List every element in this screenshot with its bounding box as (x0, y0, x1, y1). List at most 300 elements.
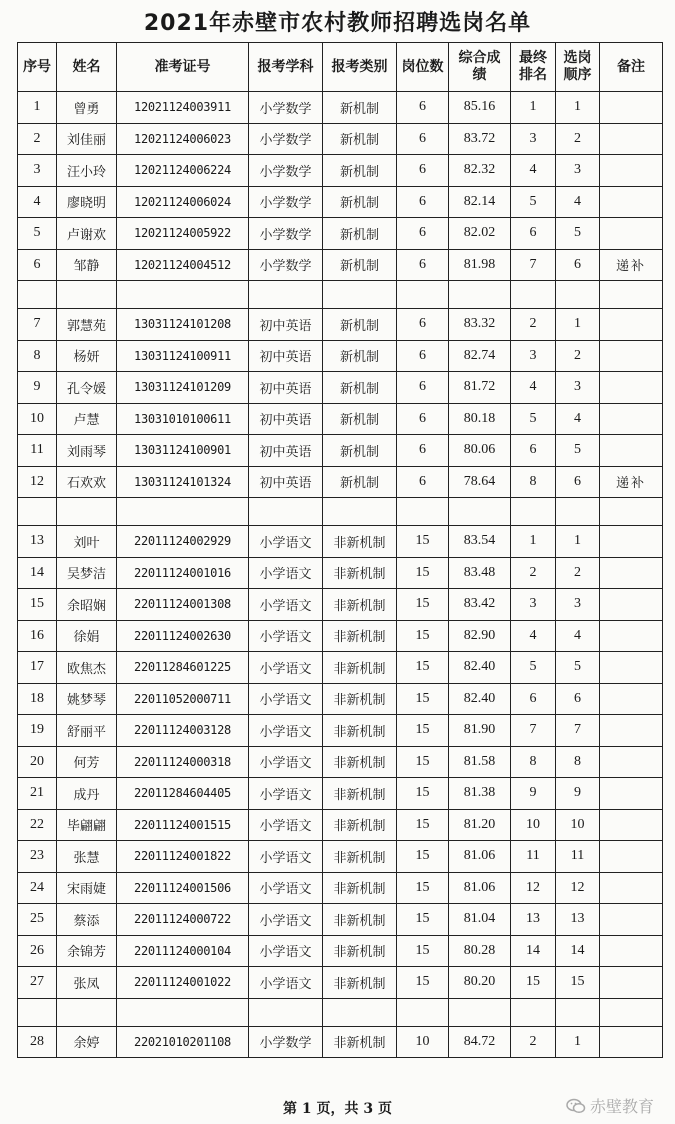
column-header-category: 报考类别 (323, 43, 397, 92)
roster-table (17, 42, 663, 1058)
table-row (18, 92, 663, 124)
cell-no: 22 (18, 809, 57, 841)
cell-id: 12021124006024 (117, 186, 249, 218)
cell-name: 卢谢欢 (57, 218, 117, 250)
cell-rank: 4 (511, 372, 556, 404)
cell-name: 张凤 (57, 967, 117, 999)
cell-score: 82.32 (449, 155, 511, 187)
cell-score: 83.42 (449, 589, 511, 621)
cell-rank: 5 (511, 652, 556, 684)
cell-subject: 小学语文 (249, 841, 323, 873)
table-row (18, 403, 663, 435)
blank-cell (18, 498, 57, 526)
cell-remark (600, 372, 663, 404)
cell-posts: 15 (397, 652, 449, 684)
cell-remark: 递补 (600, 466, 663, 498)
cell-score: 83.72 (449, 123, 511, 155)
cell-name: 郭慧苑 (57, 309, 117, 341)
cell-rank: 6 (511, 218, 556, 250)
blank-cell (117, 281, 249, 309)
cell-posts: 15 (397, 557, 449, 589)
cell-remark (600, 340, 663, 372)
table-row (18, 1026, 663, 1058)
table-row (18, 340, 663, 372)
cell-id: 12021124006224 (117, 155, 249, 187)
cell-category: 非新机制 (323, 715, 397, 747)
cell-remark (600, 403, 663, 435)
cell-remark (600, 904, 663, 936)
cell-posts: 15 (397, 620, 449, 652)
cell-rank: 3 (511, 340, 556, 372)
cell-remark (600, 620, 663, 652)
cell-score: 83.48 (449, 557, 511, 589)
cell-posts: 6 (397, 403, 449, 435)
column-header-remark: 备注 (600, 43, 663, 92)
cell-remark (600, 123, 663, 155)
column-header-no: 序号 (18, 43, 57, 92)
cell-name: 姚梦琴 (57, 683, 117, 715)
cell-id: 13031124101209 (117, 372, 249, 404)
cell-posts: 15 (397, 715, 449, 747)
column-header-rank: 最终排名 (511, 43, 556, 92)
cell-subject: 小学数学 (249, 123, 323, 155)
cell-name: 刘雨琴 (57, 435, 117, 467)
column-header-score: 综合成绩 (449, 43, 511, 92)
cell-subject: 小学语文 (249, 652, 323, 684)
blank-cell (397, 281, 449, 309)
cell-rank: 11 (511, 841, 556, 873)
cell-posts: 6 (397, 186, 449, 218)
cell-order: 14 (556, 935, 600, 967)
cell-no: 10 (18, 403, 57, 435)
blank-cell (249, 281, 323, 309)
cell-remark (600, 435, 663, 467)
cell-no: 2 (18, 123, 57, 155)
cell-order: 15 (556, 967, 600, 999)
cell-no: 4 (18, 186, 57, 218)
blank-cell (600, 281, 663, 309)
cell-posts: 15 (397, 935, 449, 967)
cell-subject: 小学语文 (249, 526, 323, 558)
cell-rank: 3 (511, 589, 556, 621)
cell-name: 卢慧 (57, 403, 117, 435)
cell-order: 8 (556, 746, 600, 778)
table-row (18, 526, 663, 558)
cell-id: 22011284604405 (117, 778, 249, 810)
cell-rank: 9 (511, 778, 556, 810)
wechat-logo-icon (566, 1098, 586, 1114)
cell-posts: 6 (397, 155, 449, 187)
cell-name: 蔡添 (57, 904, 117, 936)
cell-id: 22011124003128 (117, 715, 249, 747)
cell-posts: 6 (397, 372, 449, 404)
cell-posts: 6 (397, 435, 449, 467)
cell-score: 82.90 (449, 620, 511, 652)
cell-category: 新机制 (323, 92, 397, 124)
cell-id: 22011124002630 (117, 620, 249, 652)
cell-category: 非新机制 (323, 589, 397, 621)
cell-category: 新机制 (323, 218, 397, 250)
cell-category: 非新机制 (323, 557, 397, 589)
table-row (18, 466, 663, 498)
cell-remark (600, 652, 663, 684)
cell-name: 舒丽平 (57, 715, 117, 747)
cell-id: 22011124001022 (117, 967, 249, 999)
blank-cell (511, 281, 556, 309)
table-row (18, 809, 663, 841)
cell-no: 21 (18, 778, 57, 810)
cell-order: 3 (556, 372, 600, 404)
blank-cell (249, 998, 323, 1026)
blank-cell (323, 281, 397, 309)
blank-cell (556, 498, 600, 526)
cell-rank: 8 (511, 746, 556, 778)
cell-name: 刘佳丽 (57, 123, 117, 155)
cell-category: 非新机制 (323, 967, 397, 999)
cell-remark (600, 746, 663, 778)
cell-score: 84.72 (449, 1026, 511, 1058)
column-header-name: 姓名 (57, 43, 117, 92)
table-row (18, 155, 663, 187)
cell-rank: 14 (511, 935, 556, 967)
cell-remark (600, 778, 663, 810)
cell-order: 11 (556, 841, 600, 873)
cell-order: 2 (556, 123, 600, 155)
blank-cell (397, 998, 449, 1026)
cell-no: 26 (18, 935, 57, 967)
cell-name: 何芳 (57, 746, 117, 778)
cell-category: 新机制 (323, 340, 397, 372)
cell-no: 27 (18, 967, 57, 999)
cell-rank: 1 (511, 526, 556, 558)
cell-no: 3 (18, 155, 57, 187)
cell-category: 新机制 (323, 249, 397, 281)
blank-cell (511, 998, 556, 1026)
cell-id: 12021124004512 (117, 249, 249, 281)
cell-order: 9 (556, 778, 600, 810)
cell-subject: 初中英语 (249, 309, 323, 341)
cell-no: 28 (18, 1026, 57, 1058)
cell-id: 22011052000711 (117, 683, 249, 715)
cell-score: 81.04 (449, 904, 511, 936)
cell-remark (600, 557, 663, 589)
cell-id: 13031124101324 (117, 466, 249, 498)
cell-category: 新机制 (323, 403, 397, 435)
table-row (18, 249, 663, 281)
cell-remark (600, 186, 663, 218)
cell-posts: 6 (397, 218, 449, 250)
cell-posts: 6 (397, 249, 449, 281)
cell-id: 12021124006023 (117, 123, 249, 155)
cell-id: 13031124100911 (117, 340, 249, 372)
blank-cell (18, 281, 57, 309)
cell-remark (600, 155, 663, 187)
cell-rank: 15 (511, 967, 556, 999)
cell-score: 82.14 (449, 186, 511, 218)
cell-id: 12021124005922 (117, 218, 249, 250)
cell-subject: 小学语文 (249, 778, 323, 810)
cell-id: 22011124001308 (117, 589, 249, 621)
cell-name: 石欢欢 (57, 466, 117, 498)
cell-category: 非新机制 (323, 809, 397, 841)
cell-id: 13031124101208 (117, 309, 249, 341)
cell-score: 81.90 (449, 715, 511, 747)
cell-rank: 2 (511, 557, 556, 589)
cell-subject: 小学数学 (249, 1026, 323, 1058)
cell-score: 78.64 (449, 466, 511, 498)
cell-category: 非新机制 (323, 778, 397, 810)
cell-name: 邹静 (57, 249, 117, 281)
blank-cell (249, 498, 323, 526)
cell-rank: 8 (511, 466, 556, 498)
cell-posts: 15 (397, 904, 449, 936)
cell-score: 81.06 (449, 872, 511, 904)
cell-category: 非新机制 (323, 935, 397, 967)
cell-rank: 7 (511, 249, 556, 281)
cell-rank: 10 (511, 809, 556, 841)
blank-cell (323, 498, 397, 526)
cell-subject: 小学语文 (249, 557, 323, 589)
cell-score: 83.32 (449, 309, 511, 341)
cell-name: 欧焦杰 (57, 652, 117, 684)
cell-order: 4 (556, 403, 600, 435)
blank-cell (449, 998, 511, 1026)
cell-id: 22011124001506 (117, 872, 249, 904)
cell-order: 6 (556, 249, 600, 281)
cell-posts: 15 (397, 841, 449, 873)
blank-cell (397, 498, 449, 526)
table-row (18, 904, 663, 936)
cell-posts: 15 (397, 809, 449, 841)
column-header-posts: 岗位数 (397, 43, 449, 92)
cell-remark (600, 526, 663, 558)
cell-subject: 初中英语 (249, 466, 323, 498)
cell-no: 13 (18, 526, 57, 558)
cell-no: 14 (18, 557, 57, 589)
cell-order: 2 (556, 340, 600, 372)
cell-subject: 小学数学 (249, 92, 323, 124)
cell-no: 25 (18, 904, 57, 936)
cell-id: 13031010100611 (117, 403, 249, 435)
cell-score: 80.18 (449, 403, 511, 435)
cell-posts: 15 (397, 526, 449, 558)
cell-no: 5 (18, 218, 57, 250)
document-title: 2021年赤壁市农村教师招聘选岗名单 (143, 11, 532, 36)
cell-id: 13031124100901 (117, 435, 249, 467)
blank-cell (57, 998, 117, 1026)
cell-score: 81.06 (449, 841, 511, 873)
cell-score: 81.58 (449, 746, 511, 778)
cell-order: 5 (556, 218, 600, 250)
cell-name: 毕翩翩 (57, 809, 117, 841)
cell-score: 85.16 (449, 92, 511, 124)
cell-posts: 15 (397, 589, 449, 621)
table-row-blank (18, 498, 663, 526)
cell-id: 22011124001822 (117, 841, 249, 873)
table-row (18, 620, 663, 652)
blank-cell (556, 281, 600, 309)
cell-category: 非新机制 (323, 526, 397, 558)
column-header-subject: 报考学科 (249, 43, 323, 92)
cell-score: 80.20 (449, 967, 511, 999)
cell-id: 22011124001515 (117, 809, 249, 841)
cell-rank: 6 (511, 435, 556, 467)
cell-score: 82.02 (449, 218, 511, 250)
cell-name: 刘叶 (57, 526, 117, 558)
table-row (18, 715, 663, 747)
cell-rank: 4 (511, 620, 556, 652)
cell-subject: 小学数学 (249, 186, 323, 218)
cell-subject: 小学语文 (249, 683, 323, 715)
cell-category: 新机制 (323, 155, 397, 187)
page-footer: 第 1 页，共 3 页 (283, 1101, 392, 1117)
cell-rank: 7 (511, 715, 556, 747)
table-row (18, 372, 663, 404)
blank-cell (449, 498, 511, 526)
cell-name: 徐娟 (57, 620, 117, 652)
cell-no: 7 (18, 309, 57, 341)
cell-rank: 3 (511, 123, 556, 155)
cell-posts: 10 (397, 1026, 449, 1058)
cell-score: 81.38 (449, 778, 511, 810)
cell-posts: 15 (397, 872, 449, 904)
blank-cell (117, 498, 249, 526)
table-row (18, 123, 663, 155)
cell-name: 余婷 (57, 1026, 117, 1058)
cell-no: 20 (18, 746, 57, 778)
table-row (18, 186, 663, 218)
cell-posts: 15 (397, 683, 449, 715)
cell-order: 13 (556, 904, 600, 936)
cell-no: 18 (18, 683, 57, 715)
cell-name: 吴梦洁 (57, 557, 117, 589)
cell-remark (600, 309, 663, 341)
blank-cell (117, 998, 249, 1026)
cell-subject: 小学语文 (249, 935, 323, 967)
table-row (18, 683, 663, 715)
blank-cell (57, 498, 117, 526)
cell-remark (600, 841, 663, 873)
cell-id: 22011124000104 (117, 935, 249, 967)
cell-order: 1 (556, 309, 600, 341)
watermark (566, 1094, 654, 1117)
cell-score: 81.72 (449, 372, 511, 404)
cell-rank: 13 (511, 904, 556, 936)
cell-rank: 4 (511, 155, 556, 187)
cell-remark (600, 92, 663, 124)
column-header-order: 选岗顺序 (556, 43, 600, 92)
cell-id: 22021010201108 (117, 1026, 249, 1058)
cell-category: 非新机制 (323, 841, 397, 873)
roster-body (18, 92, 663, 1058)
cell-order: 1 (556, 92, 600, 124)
cell-order: 1 (556, 526, 600, 558)
cell-subject: 小学语文 (249, 967, 323, 999)
cell-no: 15 (18, 589, 57, 621)
cell-subject: 初中英语 (249, 372, 323, 404)
cell-category: 新机制 (323, 372, 397, 404)
cell-score: 83.54 (449, 526, 511, 558)
cell-order: 3 (556, 155, 600, 187)
cell-rank: 2 (511, 309, 556, 341)
cell-score: 80.06 (449, 435, 511, 467)
blank-cell (600, 498, 663, 526)
cell-subject: 小学语文 (249, 809, 323, 841)
cell-subject: 初中英语 (249, 403, 323, 435)
cell-order: 6 (556, 683, 600, 715)
cell-subject: 小学数学 (249, 155, 323, 187)
cell-remark (600, 715, 663, 747)
cell-order: 5 (556, 652, 600, 684)
cell-posts: 6 (397, 123, 449, 155)
cell-rank: 1 (511, 92, 556, 124)
cell-subject: 小学语文 (249, 715, 323, 747)
cell-no: 16 (18, 620, 57, 652)
blank-cell (57, 281, 117, 309)
cell-no: 11 (18, 435, 57, 467)
cell-id: 22011124000318 (117, 746, 249, 778)
cell-remark (600, 589, 663, 621)
cell-category: 新机制 (323, 186, 397, 218)
table-row (18, 557, 663, 589)
cell-score: 81.98 (449, 249, 511, 281)
cell-no: 6 (18, 249, 57, 281)
cell-name: 余昭娴 (57, 589, 117, 621)
cell-remark: 递补 (600, 249, 663, 281)
cell-id: 22011124001016 (117, 557, 249, 589)
cell-category: 新机制 (323, 466, 397, 498)
table-row (18, 218, 663, 250)
table-row (18, 746, 663, 778)
cell-id: 22011124000722 (117, 904, 249, 936)
cell-category: 非新机制 (323, 872, 397, 904)
cell-subject: 小学语文 (249, 904, 323, 936)
cell-order: 4 (556, 620, 600, 652)
cell-remark (600, 218, 663, 250)
blank-cell (449, 281, 511, 309)
cell-name: 宋雨婕 (57, 872, 117, 904)
cell-id: 12021124003911 (117, 92, 249, 124)
table-row (18, 652, 663, 684)
cell-order: 3 (556, 589, 600, 621)
cell-score: 82.40 (449, 652, 511, 684)
cell-order: 1 (556, 1026, 600, 1058)
cell-remark (600, 967, 663, 999)
cell-no: 8 (18, 340, 57, 372)
cell-category: 非新机制 (323, 683, 397, 715)
cell-order: 5 (556, 435, 600, 467)
cell-subject: 初中英语 (249, 340, 323, 372)
table-row (18, 435, 663, 467)
cell-remark (600, 1026, 663, 1058)
cell-order: 12 (556, 872, 600, 904)
cell-score: 82.40 (449, 683, 511, 715)
blank-cell (323, 998, 397, 1026)
cell-name: 孔令媛 (57, 372, 117, 404)
cell-remark (600, 809, 663, 841)
cell-rank: 5 (511, 403, 556, 435)
table-row (18, 935, 663, 967)
cell-posts: 6 (397, 92, 449, 124)
cell-subject: 小学数学 (249, 218, 323, 250)
cell-id: 22011284601225 (117, 652, 249, 684)
cell-score: 81.20 (449, 809, 511, 841)
cell-name: 廖晓明 (57, 186, 117, 218)
cell-name: 曾勇 (57, 92, 117, 124)
table-row-blank (18, 281, 663, 309)
cell-score: 82.74 (449, 340, 511, 372)
cell-no: 17 (18, 652, 57, 684)
